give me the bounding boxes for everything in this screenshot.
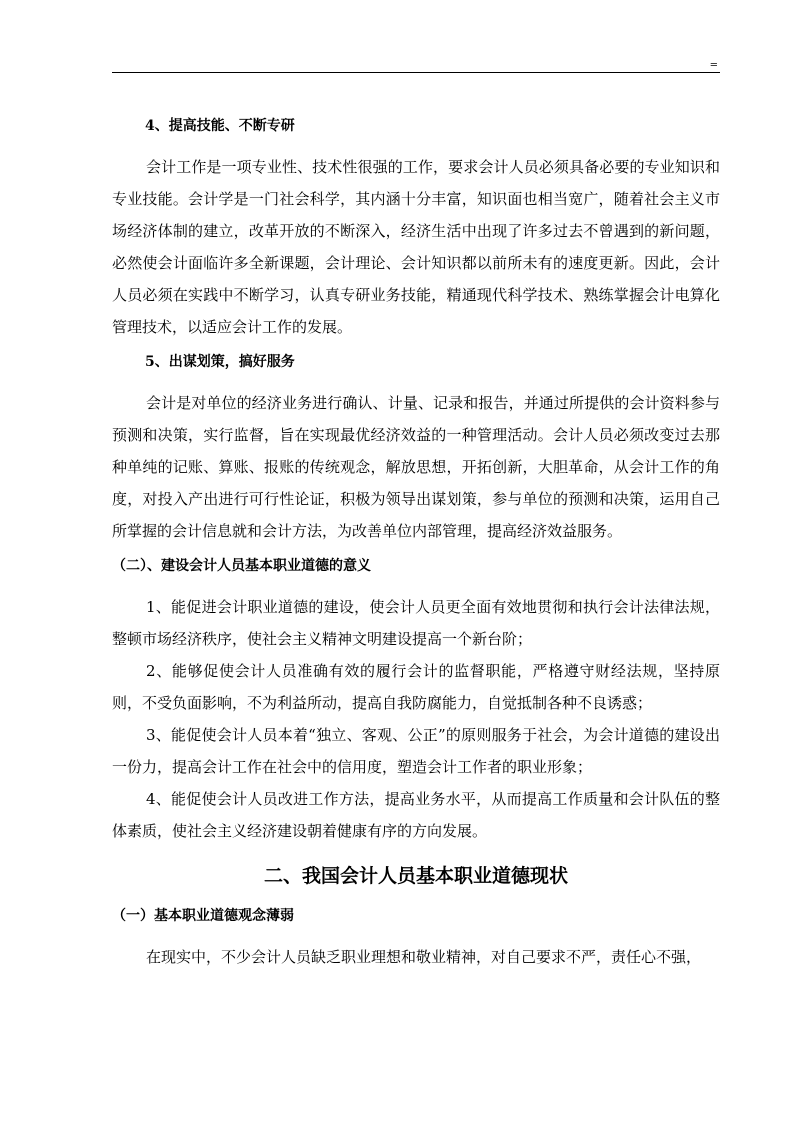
part-2-item: 1、能促进会计职业道德的建设，使会计人员更全面有效地贯彻和执行会计法律法规，整顿市场经济秩序，使社会主义精神文明建设提高一个新台阶； <box>112 598 720 648</box>
section-5-paragraph: 会计是对单位的经济业务进行确认、计量、记录和报告，并通过所提供的会计资料参与预测和决策，实行监督，旨在实现最优经济效益的一种管理活动。会计人员必须改变过去那种单纯的记账、算账、报账的传统观念，解放思想，开拓创新，大胆革命，从会计工作的角度，对投入产出进行可行性论证，积极为领导出谋划策，参与单位的预测和决策，运用自己所掌握的会计信息就和会计方法，为改善单位内部管理，提高经济效益服务。 <box>112 394 720 540</box>
section-4-title: 4、提高技能、不断专研 <box>145 118 295 134</box>
section-5-title: 5、出谋划策，搞好服务 <box>145 354 295 370</box>
header-rule <box>112 72 720 73</box>
chapter-2-sub-1-paragraph: 在现实中，不少会计人员缺乏职业理想和敬业精神，对自己要求不严，责任心不强， <box>146 948 702 966</box>
chapter-2-sub-1-title: （一）基本职业道德观念薄弱 <box>112 908 294 924</box>
chapter-2-title: 二、我国会计人员基本职业道德现状 <box>263 865 568 887</box>
document-body <box>112 115 720 981</box>
part-2-item: 3、能促使会计人员本着“独立、客观、公正”的原则服务于社会，为会计道德的建设出一份力，提高会计工作在社会中的信用度，塑造会计工作者的职业形象； <box>112 726 720 776</box>
part-2-item: 2、能够促使会计人员准确有效的履行会计的监督职能，严格遵守财经法规，坚持原则，不受负面影响，不为利益所动，提高自我防腐能力，自觉抵制各种不良诱惑； <box>112 662 720 712</box>
section-4-paragraph: 会计工作是一项专业性、技术性很强的工作，要求会计人员必须具备必要的专业知识和专业技能。会计学是一门社会科学，其内涵十分丰富，知识面也相当宽广，随着社会主义市场经济体制的建立，改革开放的不断深入，经济生活中出现了许多过去不曾遇到的新问题，必然使会计面临许多全新课题，会计理论、会计知识都以前所未有的速度更新。因此，会计人员必须在实践中不断学习，认真专研业务技能，精通现代科学技术、熟练掌握会计电算化管理技术，以适应会计工作的发展。 <box>112 158 720 336</box>
part-2-item: 4、能促使会计人员改进工作方法，提高业务水平，从而提高工作质量和会计队伍的整体素质，使社会主义经济建设朝着健康有序的方向发展。 <box>112 790 720 840</box>
part-2-title: （二）、建设会计人员基本职业道德的意义 <box>112 558 371 574</box>
page-mark: = <box>709 60 718 71</box>
